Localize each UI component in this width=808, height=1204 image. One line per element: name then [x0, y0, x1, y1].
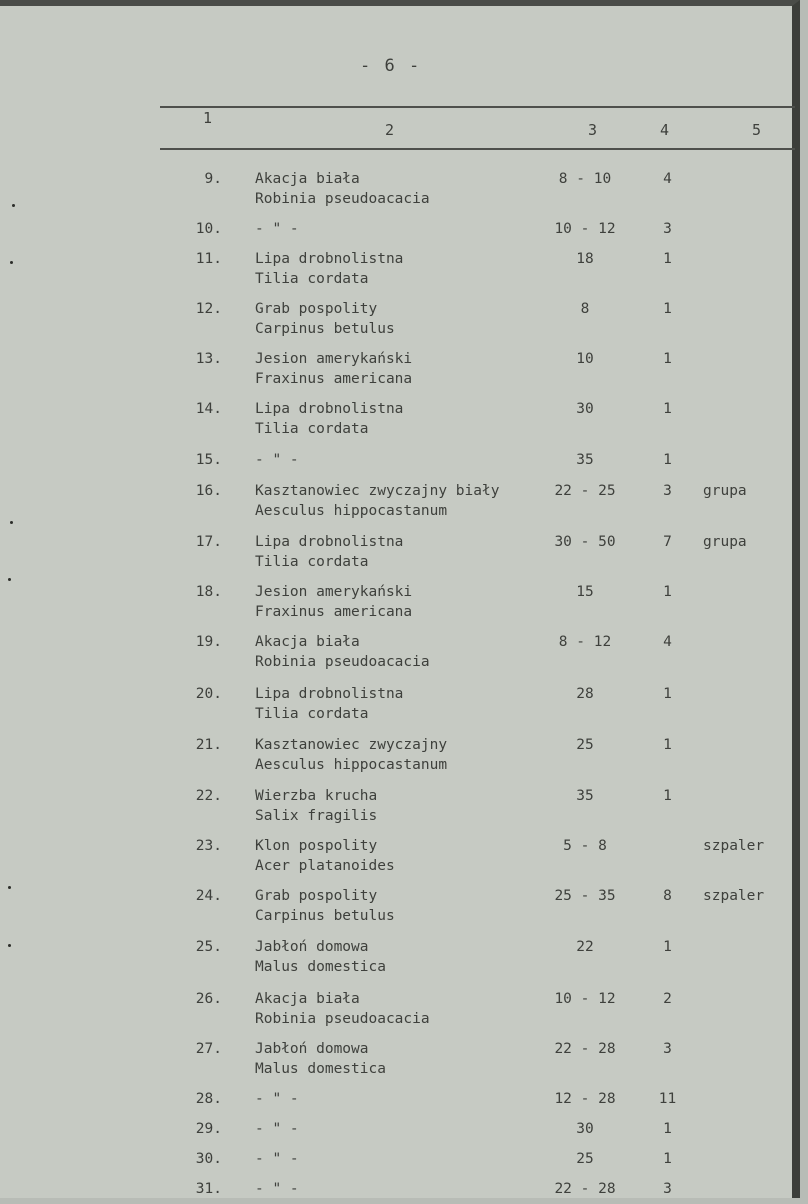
row-number: 25. — [195, 939, 222, 955]
tree-name-latin: Robinia pseudoacacia — [255, 1011, 430, 1027]
size-range: 30 - 50 — [554, 534, 616, 550]
size-range: 18 — [576, 251, 594, 267]
size-range: 10 — [576, 351, 594, 367]
tree-name-polish: Klon pospolity — [255, 838, 378, 854]
tree-name-polish: - " - — [255, 1091, 299, 1107]
row-note: grupa — [703, 534, 747, 550]
tree-name-polish: Jabłoń domowa — [255, 939, 369, 955]
row-number: 16. — [195, 483, 222, 499]
size-range: 28 — [576, 686, 594, 702]
column-header-5: 5 — [752, 121, 762, 139]
tree-count: 1 — [663, 251, 672, 267]
tree-name-polish: Jesion amerykański — [255, 351, 413, 367]
paper-speck — [8, 886, 11, 889]
column-header-4: 4 — [660, 121, 670, 139]
tree-count: 1 — [663, 301, 672, 317]
tree-name-latin: Malus domestica — [255, 959, 386, 975]
size-range: 30 — [576, 401, 594, 417]
size-range: 22 - 28 — [554, 1181, 616, 1197]
tree-count: 2 — [663, 991, 672, 1007]
row-number: 21. — [195, 737, 222, 753]
size-range: 22 — [576, 939, 594, 955]
row-number: 24. — [195, 888, 222, 904]
column-header-3: 3 — [588, 121, 598, 139]
tree-count: 8 — [663, 888, 672, 904]
tree-name-polish: - " - — [255, 1181, 299, 1197]
tree-name-latin: Carpinus betulus — [255, 908, 395, 924]
size-range: 25 — [576, 737, 594, 753]
size-range: 8 - 12 — [558, 634, 612, 650]
tree-name-polish: Lipa drobnolistna — [255, 534, 404, 550]
tree-name-latin: Carpinus betulus — [255, 321, 395, 337]
size-range: 35 — [576, 452, 594, 468]
tree-count: 1 — [663, 401, 672, 417]
column-header-1: 1 — [203, 109, 213, 127]
row-number: 20. — [195, 686, 222, 702]
tree-count: 3 — [663, 221, 672, 237]
tree-name-polish: Wierzba krucha — [255, 788, 378, 804]
row-number: 11. — [195, 251, 222, 267]
size-range: 8 - 10 — [558, 171, 612, 187]
tree-name-latin: Fraxinus americana — [255, 604, 413, 620]
paper-speck — [10, 521, 13, 524]
tree-name-polish: Akacja biała — [255, 171, 360, 187]
tree-name-polish: Lipa drobnolistna — [255, 401, 404, 417]
tree-name-latin: Malus domestica — [255, 1061, 386, 1077]
tree-name-polish: Lipa drobnolistna — [255, 686, 404, 702]
row-number: 13. — [195, 351, 222, 367]
row-number: 17. — [195, 534, 222, 550]
size-range: 15 — [576, 584, 594, 600]
size-range: 25 - 35 — [554, 888, 616, 904]
row-number: 27. — [195, 1041, 222, 1057]
row-number: 14. — [195, 401, 222, 417]
tree-name-latin: Tilia cordata — [255, 554, 369, 570]
paper-speck — [10, 261, 13, 264]
tree-count: 1 — [663, 939, 672, 955]
tree-name-polish: Kasztanowiec zwyczajny — [255, 737, 448, 753]
tree-count: 1 — [663, 788, 672, 804]
tree-count: 4 — [663, 171, 672, 187]
tree-name-latin: Tilia cordata — [255, 271, 369, 287]
tree-name-polish: - " - — [255, 1121, 299, 1137]
tree-name-latin: Tilia cordata — [255, 421, 369, 437]
tree-count: 3 — [663, 483, 672, 499]
tree-name-polish: Akacja biała — [255, 991, 360, 1007]
tree-count: 11 — [658, 1091, 677, 1107]
tree-name-latin: Acer platanoides — [255, 858, 395, 874]
tree-name-latin: Robinia pseudoacacia — [255, 191, 430, 207]
tree-name-latin: Robinia pseudoacacia — [255, 654, 430, 670]
row-number: 19. — [195, 634, 222, 650]
column-header-2: 2 — [385, 121, 395, 139]
size-range: 22 - 28 — [554, 1041, 616, 1057]
tree-name-latin: Aesculus hippocastanum — [255, 503, 448, 519]
row-number: 15. — [195, 452, 222, 468]
row-number: 23. — [195, 838, 222, 854]
tree-name-polish: - " - — [255, 452, 299, 468]
tree-count: 1 — [663, 584, 672, 600]
tree-count: 1 — [663, 737, 672, 753]
size-range: 25 — [576, 1151, 594, 1167]
row-number: 28. — [195, 1091, 222, 1107]
tree-name-polish: Akacja biała — [255, 634, 360, 650]
paper-speck — [8, 578, 11, 581]
tree-name-latin: Salix fragilis — [255, 808, 378, 824]
tree-name-polish: Jabłoń domowa — [255, 1041, 369, 1057]
page-number: - 6 - — [360, 56, 422, 76]
size-range: 30 — [576, 1121, 594, 1137]
size-range: 10 - 12 — [554, 991, 616, 1007]
tree-name-polish: Grab pospolity — [255, 888, 378, 904]
tree-count: 1 — [663, 686, 672, 702]
row-number: 10. — [195, 221, 222, 237]
row-note: szpaler — [703, 838, 765, 854]
row-number: 26. — [195, 991, 222, 1007]
row-number: 30. — [195, 1151, 222, 1167]
row-note: grupa — [703, 483, 747, 499]
tree-name-polish: - " - — [255, 1151, 299, 1167]
size-range: 10 - 12 — [554, 221, 616, 237]
tree-name-polish: Grab pospolity — [255, 301, 378, 317]
tree-name-polish: - " - — [255, 221, 299, 237]
paper-speck — [12, 204, 15, 207]
tree-name-latin: Aesculus hippocastanum — [255, 757, 448, 773]
row-number: 31. — [195, 1181, 222, 1197]
tree-count: 7 — [663, 534, 672, 550]
paper-speck — [8, 944, 11, 947]
row-number: 18. — [195, 584, 222, 600]
size-range: 12 - 28 — [554, 1091, 616, 1107]
tree-name-polish: Lipa drobnolistna — [255, 251, 404, 267]
size-range: 22 - 25 — [554, 483, 616, 499]
size-range: 5 - 8 — [563, 838, 607, 854]
tree-count: 1 — [663, 1151, 672, 1167]
row-number: 29. — [195, 1121, 222, 1137]
row-number: 12. — [195, 301, 222, 317]
tree-name-polish: Kasztanowiec zwyczajny biały — [255, 483, 500, 499]
tree-count: 1 — [663, 351, 672, 367]
row-number: 9. — [204, 171, 222, 187]
tree-name-polish: Jesion amerykański — [255, 584, 413, 600]
size-range: 35 — [576, 788, 594, 804]
tree-name-latin: Tilia cordata — [255, 706, 369, 722]
tree-name-latin: Fraxinus americana — [255, 371, 413, 387]
tree-count: 1 — [663, 1121, 672, 1137]
tree-count: 4 — [663, 634, 672, 650]
row-number: 22. — [195, 788, 222, 804]
tree-count: 3 — [663, 1041, 672, 1057]
row-note: szpaler — [703, 888, 765, 904]
size-range: 8 — [580, 301, 590, 317]
tree-count: 3 — [663, 1181, 672, 1197]
tree-inventory-table — [0, 6, 800, 1204]
tree-count: 1 — [663, 452, 672, 468]
